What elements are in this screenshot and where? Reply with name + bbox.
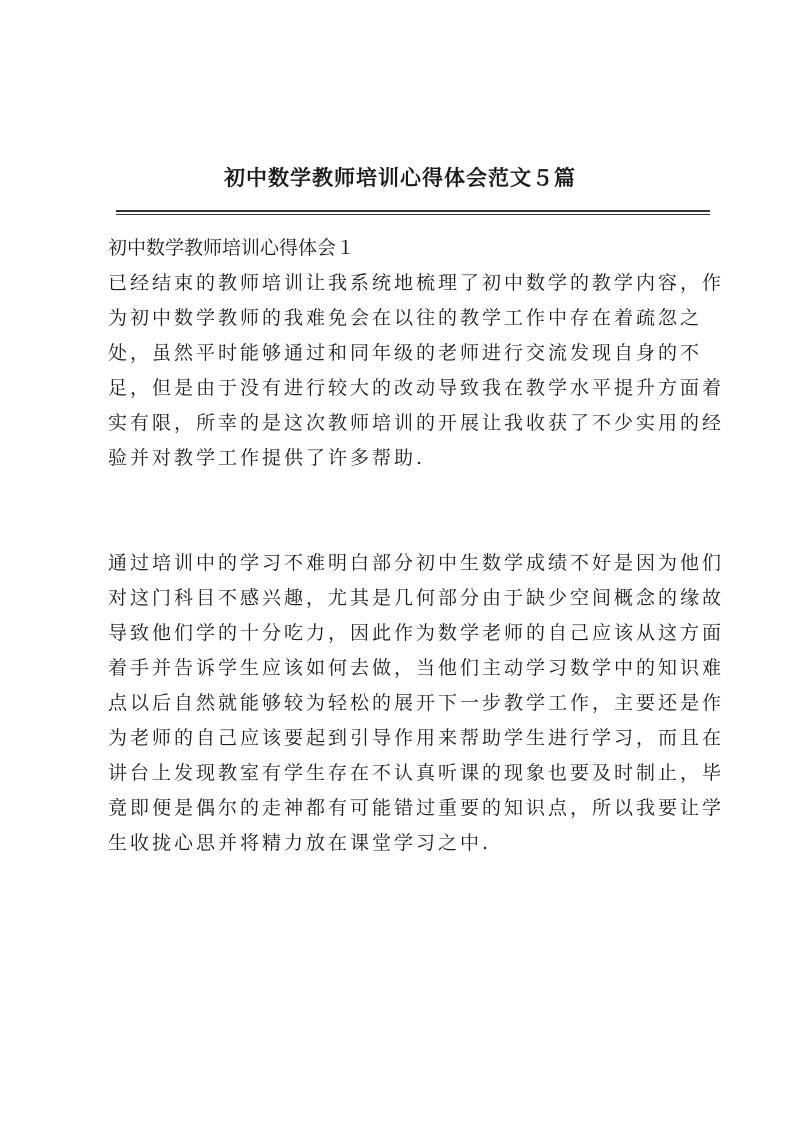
paragraph-line: 讲台上发现教室有学生存在不认真听课的现象也要及时制止，毕 <box>108 762 725 784</box>
paragraph-line: 验并对教学工作提供了许多帮助. <box>108 447 426 469</box>
paragraph-line: 足，但是由于没有进行较大的改动导致我在教学水平提升方面着 <box>108 377 725 399</box>
paragraph-line: 对这门科目不感兴趣，尤其是几何部分由于缺少空间概念的缘故 <box>108 587 725 609</box>
paragraph-line: 已经结束的教师培训让我系统地梳理了初中数学的教学内容，作 <box>108 272 725 294</box>
paragraph-line: 通过培训中的学习不难明白部分初中生数学成绩不好是因为他们 <box>108 552 725 574</box>
paragraph-line: 为初中数学教师的我难免会在以往的教学工作中存在着疏忽之 <box>108 307 703 329</box>
paragraph-line: 竟即便是偶尔的走神都有可能错过重要的知识点，所以我要让学 <box>108 797 725 819</box>
paragraph-2 <box>108 546 725 861</box>
paragraph-1 <box>108 266 725 476</box>
paragraph-line: 着手并告诉学生应该如何去做，当他们主动学习数学中的知识难 <box>108 657 725 679</box>
paragraph-line: 导致他们学的十分吃力，因此作为数学老师的自己应该从这方面 <box>108 622 725 644</box>
paragraph-line: 点以后自然就能够较为轻松的展开下一步教学工作，主要还是作 <box>108 692 725 714</box>
paragraph-line: 实有限，所幸的是这次教师培训的开展让我收获了不少实用的经 <box>108 412 725 434</box>
paragraph-line: 生收拢心思并将精力放在课堂学习之中. <box>108 832 492 854</box>
paragraph-spacer <box>108 476 708 546</box>
paragraph-line: 为老师的自己应该要起到引导作用来帮助学生进行学习，而且在 <box>108 727 725 749</box>
document-body <box>108 231 725 861</box>
document-title: 初中数学教师培训心得体会范文５篇 <box>224 165 576 190</box>
title-rule-thin <box>116 214 710 215</box>
paragraph-line: 处，虽然平时能够通过和同年级的老师进行交流发现自身的不 <box>108 342 703 364</box>
section-heading: 初中数学教师培训心得体会１ <box>108 237 356 259</box>
title-rule-thick <box>116 210 710 212</box>
